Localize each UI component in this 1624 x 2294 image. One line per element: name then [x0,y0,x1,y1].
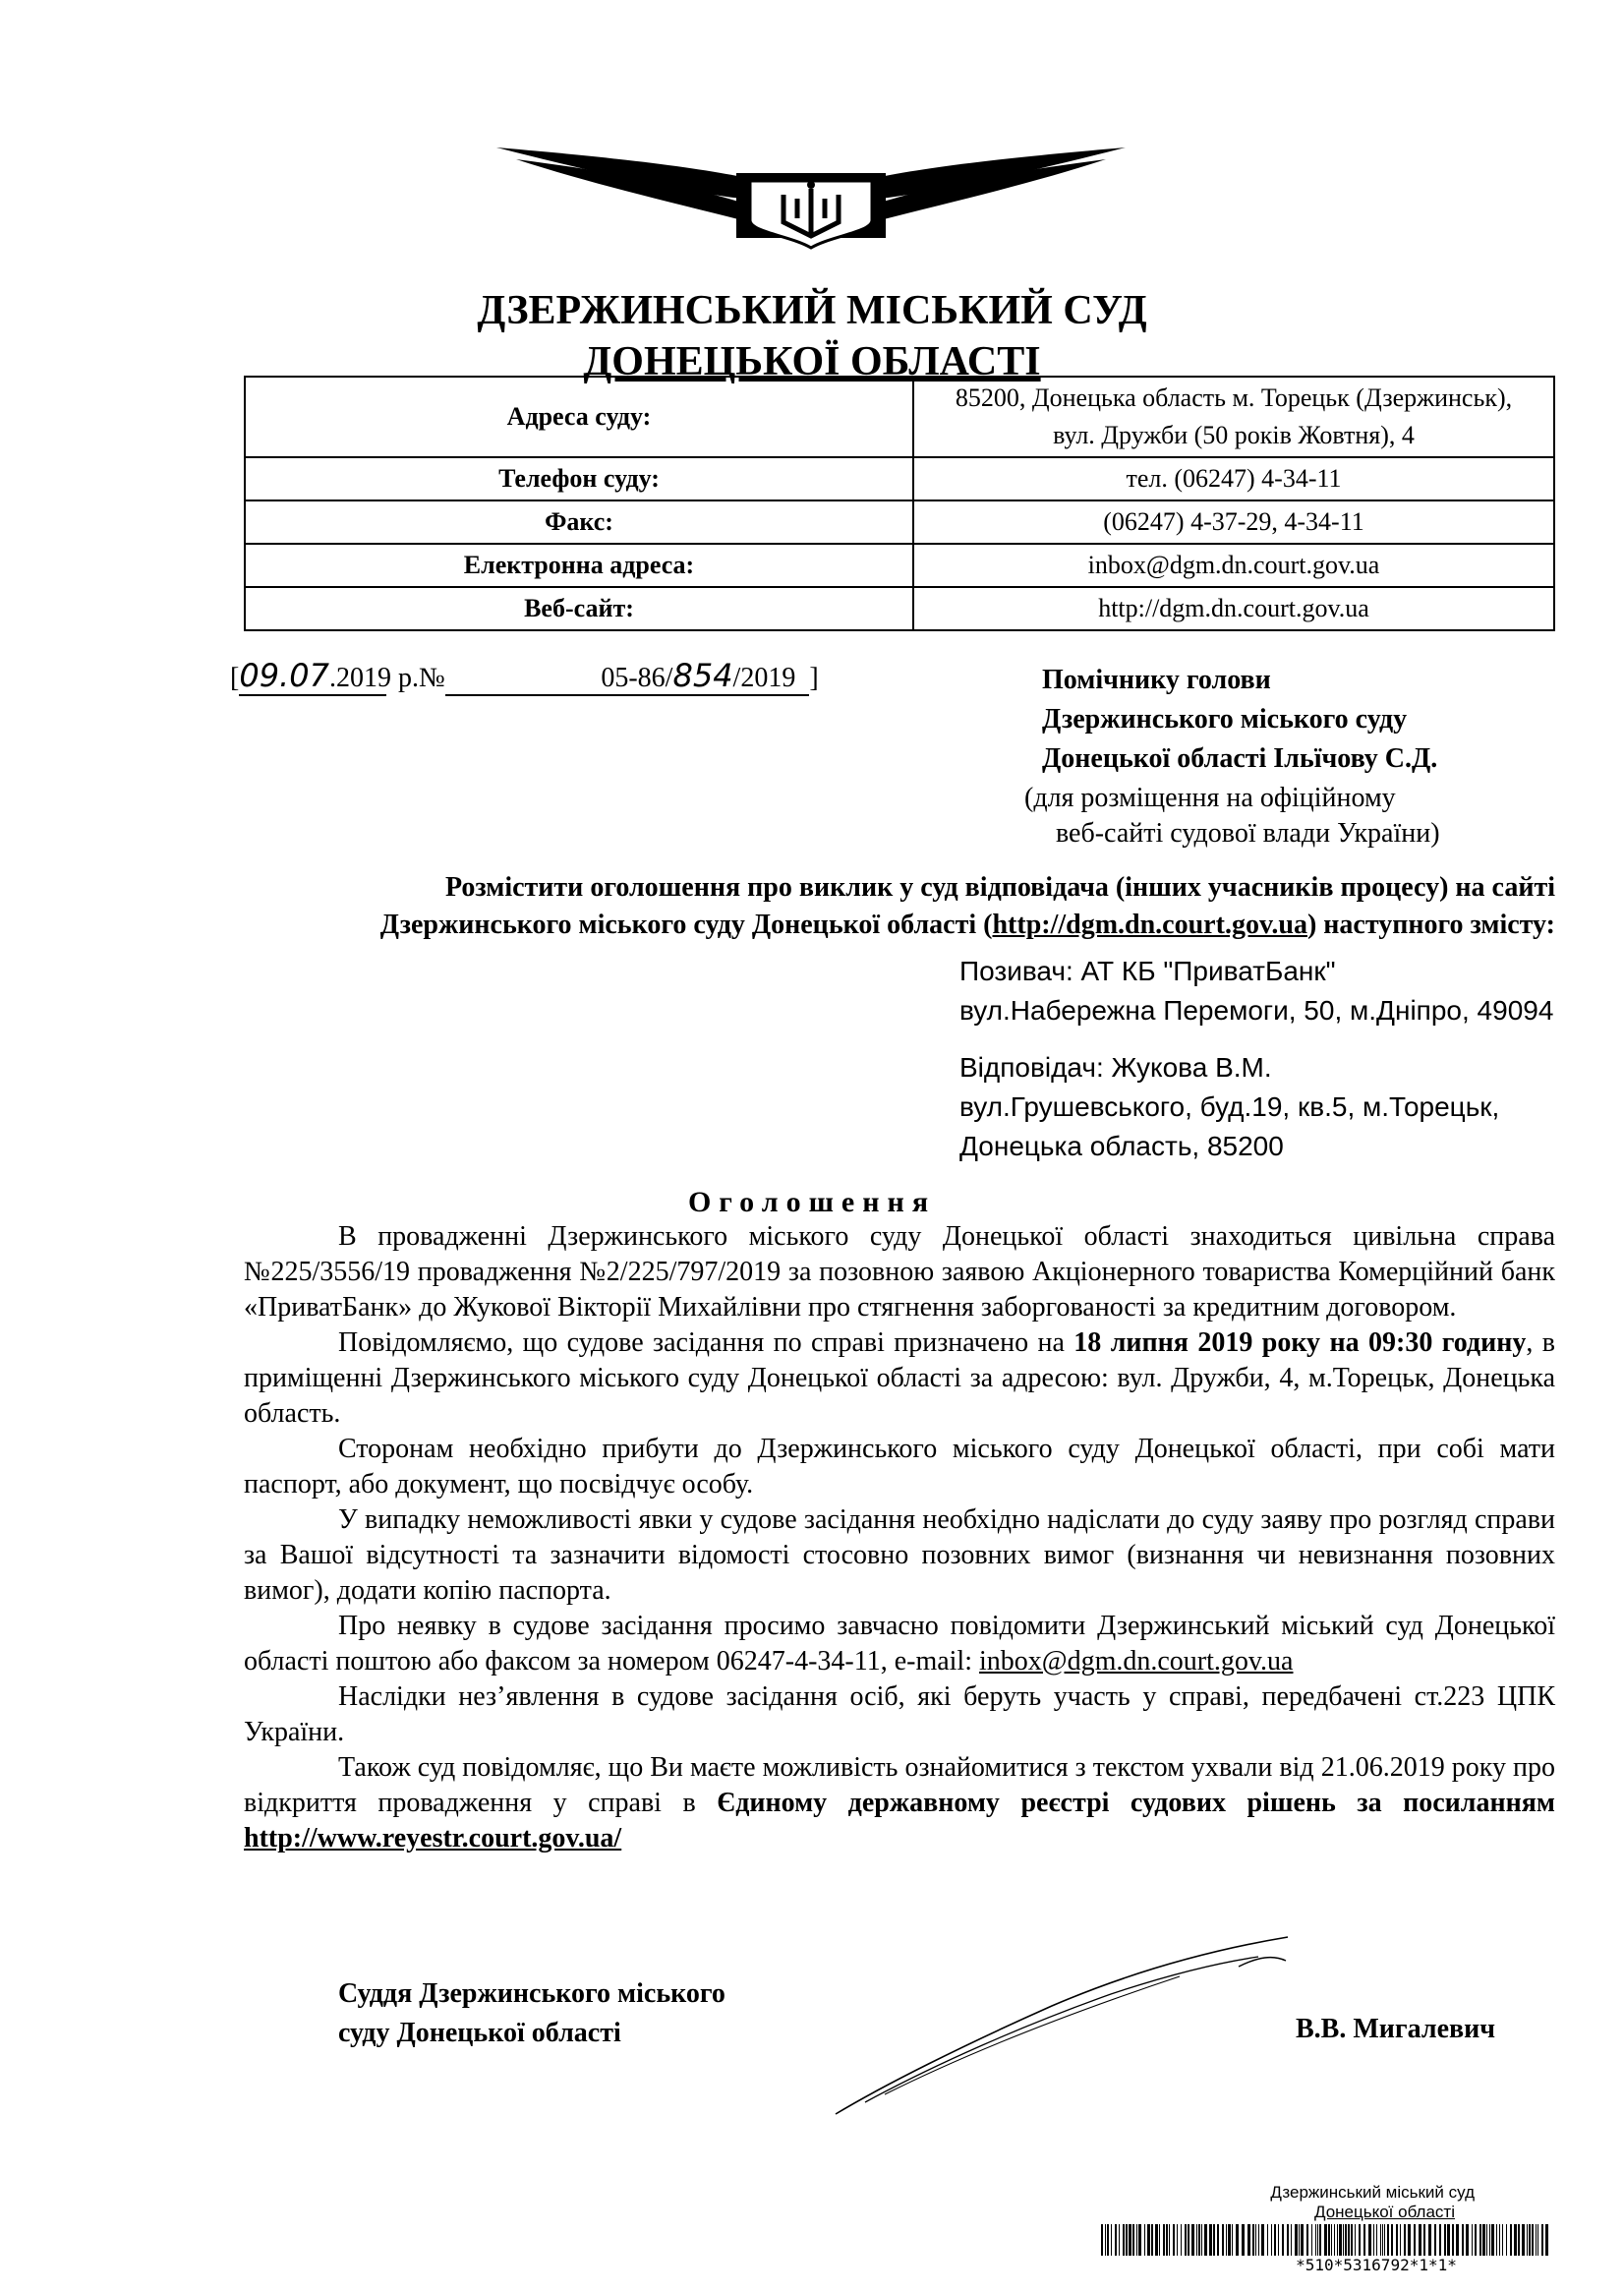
court-name [0,285,1624,387]
notice-paragraph-6: Наслідки нез’явлення в судове засідання осіб, які беруть участь у справі, передбачені ст.223 ЦПК України. [244,1681,1555,1747]
outgoing-reference [230,657,819,696]
recipient-note-line1: (для розміщення на офіційному [1024,783,1396,813]
ref-number-prefix: 05-86/ [601,663,673,693]
court-website-link[interactable]: http://dgm.dn.court.gov.ua [992,910,1307,940]
notice-paragraph-3: Сторонам необхідно прибути до Дзержинського міського суду Донецької області, при собі мати паспорт, або документ, що посвідчує особу. [244,1434,1555,1500]
notice-paragraph-4: У випадку неможливості явки у судове засідання необхідно надіслати до суду заяву про розгляд справи за Вашої відсутності та зазначити відомості стосовно позовних вимог (визнання чи невизнання позовних вимог), додати копію паспорта. [244,1504,1555,1606]
defendant-address-line1: вул.Грушевського, буд.19, кв.5, м.Торецьк, [959,1091,1500,1122]
contacts-row-website [245,587,1554,630]
contacts-label: Веб-сайт: [245,587,913,630]
contacts-row-address [245,377,1554,457]
contacts-row-email [245,544,1554,587]
handwritten-signature [826,1927,1298,2124]
ref-open-bracket: [ [230,663,240,693]
notice-text: Про неявку в судове засідання просимо завчасно повідомити Дзержинський міський суд Донецької області поштою або факсом за номером 06247-4-34-11, e-mail: [244,1611,1555,1676]
notice-title: Оголошення [687,1186,937,1218]
contacts-value: inbox@dgm.dn.court.gov.ua [913,544,1554,587]
registration-court-line2: Донецької області [1314,2203,1455,2221]
ref-date-handwritten: 09.07 [239,657,329,694]
signatory-position [338,1974,725,2053]
registration-court-line1: Дзержинський міський суд [1270,2183,1475,2202]
defendant-block [959,1048,1499,1166]
recipient-note [1024,781,1440,852]
contacts-label: Електронна адреса: [245,544,913,587]
notice-text: Повідомляємо, що судове засідання по справі призначено на [338,1327,1074,1358]
court-email-link[interactable]: inbox@dgm.dn.court.gov.ua [979,1646,1294,1676]
contacts-label: Адреса суду: [245,377,913,457]
court-name-line2: ДОНЕЦЬКОЇ ОБЛАСТІ [583,339,1041,384]
recipient-line1: Помічнику голови [1042,665,1271,695]
court-contacts-table [244,376,1555,631]
contacts-value [913,377,1554,457]
notice-paragraph-5 [244,1609,1555,1679]
signatory-name: В.В. Мигалевич [1296,2014,1496,2044]
ref-number-handwritten: 854 [672,657,733,694]
signatory-position-line1: Суддя Дзержинського міського [338,1978,725,2009]
notice-paragraph-1: В провадженні Дзержинського міського суду Донецької області знаходиться цивільна справа №225/3556/19 провадження №2/225/797/2019 за позовною заявою Акціонерного товариства Комерційний банк «ПриватБанк» до Жукової Вікторії Михайлівни про стягнення заборгованості за кредитним договором. [244,1221,1555,1323]
instruction-text: ) наступного змісту: [1306,910,1555,940]
registration-stamp [1101,2183,1593,2274]
contacts-row-fax [245,500,1554,544]
registration-code: *510*5316792*1*1* [1296,2256,1457,2274]
notice-paragraph-2 [244,1325,1555,1432]
contacts-row-phone [245,457,1554,500]
contacts-value: тел. (06247) 4-34-11 [913,457,1554,500]
notice-text: , в приміщенні Дзержинського міського суду Донецької області за адресою: вул. Дружби, 4, м.Торецьк, Донецька область. [244,1327,1555,1429]
notice-text: Також суд повідомляє, що Ви маєте можливість ознайомитися з текстом ухвали від 21.06.2019 року про відкриття провадження у справі в [244,1752,1555,1818]
recipient-note-line2: веб-сайті судової влади України) [1056,818,1440,849]
contacts-label: Телефон суду: [245,457,913,500]
registry-name: Єдиному державному реєстрі судових рішень за посиланням [717,1788,1555,1818]
court-name-line1: ДЗЕРЖИНСЬКИЙ МІСЬКИЙ СУД [477,288,1147,333]
recipient-line2: Дзержинського міського суду [1042,704,1408,735]
instruction-line2 [244,907,1555,944]
plaintiff-block [959,952,1553,1030]
ref-number-field [445,657,809,696]
instruction-line1: Розмістити оголошення про виклик у суд відповідача (інших учасників процесу) на сайті [445,872,1555,903]
instruction-text: Дзержинського міського суду Донецької області ( [379,910,993,940]
hearing-datetime: 18 липня 2019 року на 09:30 годину [1073,1327,1527,1358]
recipient-block [1042,661,1437,779]
court-emblem [496,138,1126,265]
notice-paragraph-7 [244,1750,1555,1856]
contacts-value: (06247) 4-37-29, 4-34-11 [913,500,1554,544]
recipient-line3: Донецької області Ільїчову С.Д. [1042,743,1438,774]
barcode [1101,2224,1553,2256]
address-line1: 85200, Донецька область м. Торецьк (Дзержинськ), [955,383,1513,412]
ref-close-bracket: ] [809,663,819,693]
address-line2: вул. Дружби (50 років Жовтня), 4 [1053,421,1415,449]
notice-body [244,1219,1555,1856]
defendant-address-line2: Донецька область, 85200 [959,1131,1284,1161]
ref-year: .2019 р.№ [328,663,445,693]
plaintiff-address: вул.Набережна Перемоги, 50, м.Дніпро, 49094 [959,995,1554,1026]
contacts-label: Факс: [245,500,913,544]
defendant-name: Відповідач: Жукова В.М. [959,1052,1272,1083]
signatory-position-line2: суду Донецької області [338,2018,621,2048]
instruction-paragraph [244,869,1555,944]
registration-court [1101,2183,1593,2222]
plaintiff-name: Позивач: АТ КБ "ПриватБанк" [959,956,1336,986]
ref-date-field [239,657,445,696]
contacts-value: http://dgm.dn.court.gov.ua [913,587,1554,630]
ref-number-suffix: /2019 [732,663,796,693]
registry-link[interactable]: http://www.reyestr.court.gov.ua/ [244,1823,622,1853]
